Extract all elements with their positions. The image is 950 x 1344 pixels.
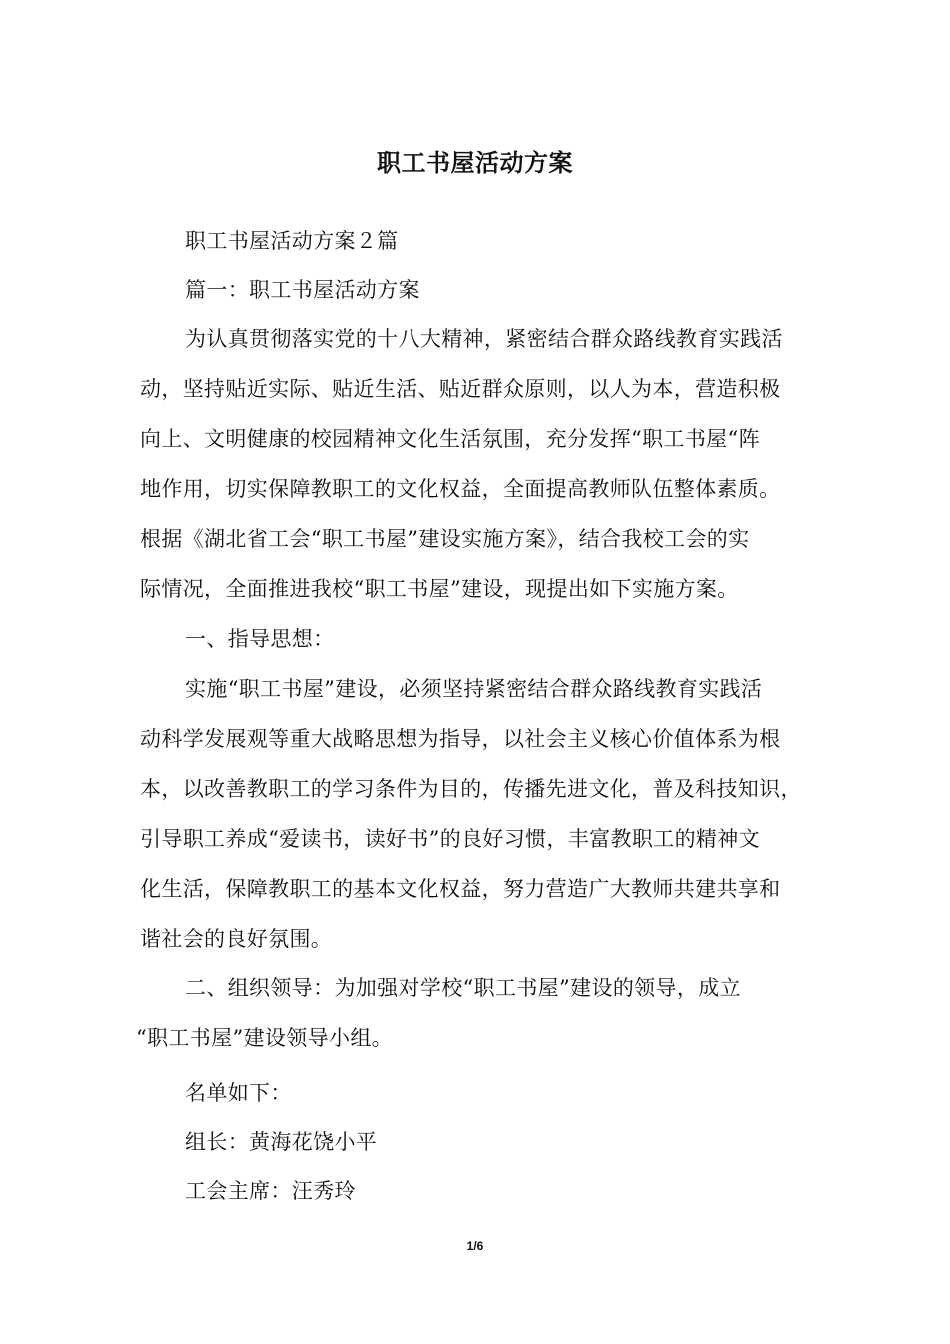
section-heading-guiding-ideology: 一、指导思想： [185,627,335,651]
section-heading-part-one: 篇一：职工书屋活动方案 [185,278,420,302]
paragraph-guiding-line-1: 实施“职工书屋”建设，必须坚持紧密结合群众路线教育实践活 [185,677,763,701]
paragraph-guiding-line-6: 谐社会的良好氛围。 [140,927,333,951]
paragraph-guiding-line-3: 本，以改善教职工的学习条件为目的，传播先进文化，普及科技知识， [140,777,802,801]
document-title: 职工书屋活动方案 [377,149,573,177]
paragraph-guiding-line-5: 化生活，保障教职工的基本文化权益，努力营造广大教师共建共享和 [140,877,781,901]
paragraph-guiding-line-2: 动科学发展观等重大战略思想为指导，以社会主义核心价值体系为根 [140,727,781,751]
subtitle-line: 职工书屋活动方案２篇 [185,229,399,253]
paragraph-intro-line-1: 为认真贯彻落实党的十八大精神，紧密结合群众路线教育实践活 [185,327,783,351]
list-intro: 名单如下： [185,1081,292,1105]
list-item-group-leader: 组长：黄海花饶小平 [185,1130,378,1154]
paragraph-intro-line-6: 际情况，全面推进我校“职工书屋”建设，现提出如下实施方案。 [140,577,739,601]
paragraph-organization-line-2: “职工书屋”建设领导小组。 [136,1026,394,1050]
paragraph-guiding-line-4: 引导职工养成“爱读书，读好书”的良好习惯，丰富教职工的精神文 [140,827,760,851]
list-item-union-chair: 工会主席：汪秀玲 [185,1179,356,1203]
paragraph-intro-line-4: 地作用，切实保障教职工的文化权益，全面提高教师队伍整体素质。 [140,477,781,501]
paragraph-intro-line-2: 动，坚持贴近实际、贴近生活、贴近群众原则，以人为本，营造积极 [140,377,781,401]
page-number: 1/6 [466,1239,484,1253]
paragraph-intro-line-3: 向上、文明健康的校园精神文化生活氛围，充分发挥“职工书屋“阵 [140,427,760,451]
paragraph-intro-line-5: 根据《湖北省工会“职工书屋”建设实施方案》，结合我校工会的实 [140,527,750,551]
section-heading-organization: 二、组织领导：为加强对学校“职工书屋”建设的领导，成立 [185,976,741,1000]
